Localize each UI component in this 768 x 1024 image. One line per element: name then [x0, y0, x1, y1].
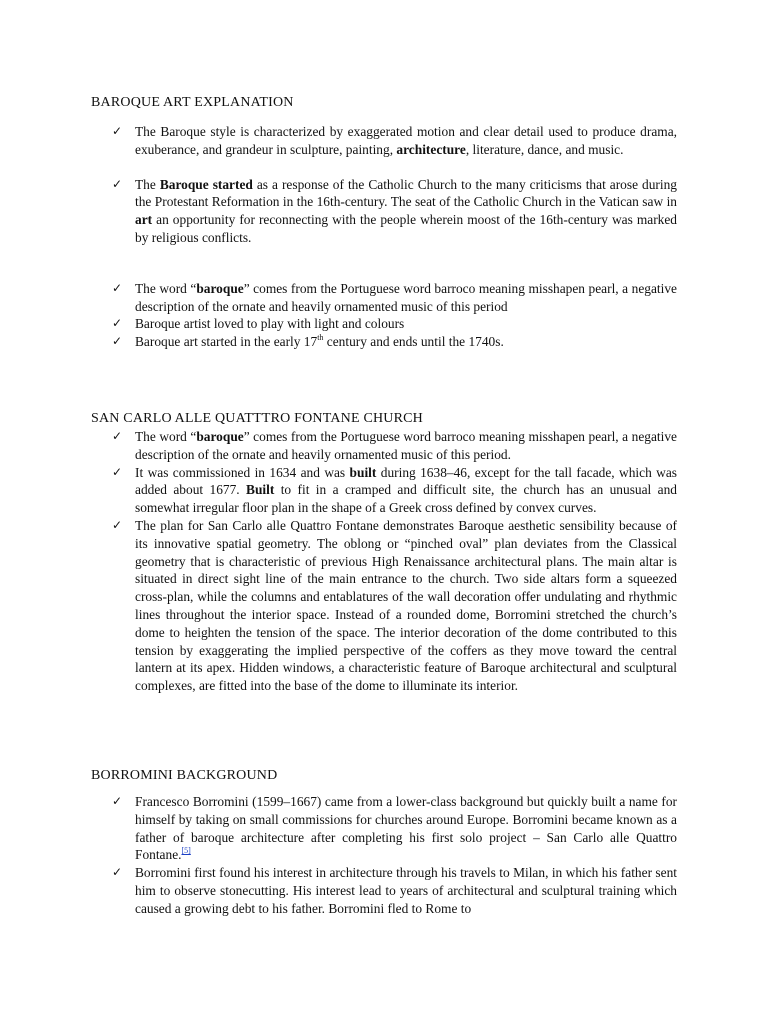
list-item: ✓ The word “baroque” comes from the Portuguese word barroco meaning misshapen pearl, a negative description of the ornate and heavily ornamented music of this period [112, 280, 677, 314]
list-item: ✓ The Baroque style is characterized by exaggerated motion and clear detail used to produce drama, exuberance, and grandeur in sculpture, painting, architecture, literature, dance, and music. [112, 124, 677, 157]
list-item: ✓ The plan for San Carlo alle Quattro Fontane demonstrates Baroque aesthetic sensibility because of its innovative spatial geometry. The oblong or “pinched oval” plan deviates from the Classical geometry that is characteristic of previous High Renaissance architectural plans. The main altar is situated in direct sight line of the main entrance to the church. Two side altars form a squeezed cross-plan, while the columns and entablatures of the wall decoration offer undulating and rhythmic lines throughout the interior space. Instead of a rounded dome, Borromini stretched the church’s dome to heighten the tension of the space. The interior decoration of the dome contributed to this tension by exaggerating the implied perspective of the coffers as they move toward the central lantern at its apex. Hidden windows, a characteristic feature of Baroque architectural and sculptural complexes, are fitted into the base of the dome to illuminate its interior. [112, 517, 677, 694]
checkmark-icon: ✓ [112, 316, 123, 331]
baroque-art-list [0, 123, 768, 351]
borromini-list [0, 793, 768, 918]
list-item: ✓ It was commissioned in 1634 and was built during 1638–46, except for the tall facade, which was added about 1677. Built to fit in a cramped and difficult site, the church has an unusual and somewhat irregular floor plan in the shape of a Greek cross defined by convex curves. [112, 464, 677, 516]
list-item: ✓ The Baroque started as a response of the Catholic Church to the many criticisms that arose during the Protestant Reformation in the 16th-century. The seat of the Catholic Church in the Vatican saw in art an opportunity for reconnecting with the people wherein moost of the 16th-century was marked by religious conflicts. [112, 176, 677, 245]
checkmark-icon: ✓ [112, 794, 123, 808]
checkmark-icon: ✓ [112, 334, 123, 349]
checkmark-icon: ✓ [112, 464, 123, 479]
list-item: ✓ Baroque artist loved to play with light and colours [112, 316, 405, 332]
checkmark-icon: ✓ [112, 176, 123, 191]
checkmark-icon: ✓ [112, 124, 123, 138]
checkmark-icon: ✓ [112, 429, 123, 443]
list-item: ✓ Francesco Borromini (1599–1667) came from a lower-class background but quickly built a name for himself by taking on small commissions for churches around Europe. Borromini became known as a father of baroque architecture after completing his first solo project – San Carlo alle Quattro Fontane.[5] [112, 794, 677, 863]
list-item: ✓ The word “baroque” comes from the Portuguese word barroco meaning misshapen pearl, a negative description of the ornate and heavily ornamented music of this period. [112, 429, 677, 462]
checkmark-icon: ✓ [112, 865, 123, 880]
list-item: ✓ Baroque art started in the early 17th century and ends until the 1740s. [112, 333, 504, 350]
section-title-borromini: BORROMINI BACKGROUND [91, 768, 278, 783]
san-carlo-list [0, 428, 768, 695]
list-item: ✓ Borromini first found his interest in architecture through his travels to Milan, in which his father sent him to observe stonecutting. His interest lead to years of architectural and sculptural training which caused a growing debt to his father. Borromini fled to Rome to [112, 865, 677, 916]
citation-link[interactable]: [5] [181, 846, 191, 856]
checkmark-icon: ✓ [112, 517, 123, 532]
section-title-san-carlo: SAN CARLO ALLE QUATTTRO FONTANE CHURCH [91, 411, 423, 426]
section-title-baroque-art: BAROQUE ART EXPLANATION [91, 95, 294, 110]
checkmark-icon: ✓ [112, 280, 123, 295]
